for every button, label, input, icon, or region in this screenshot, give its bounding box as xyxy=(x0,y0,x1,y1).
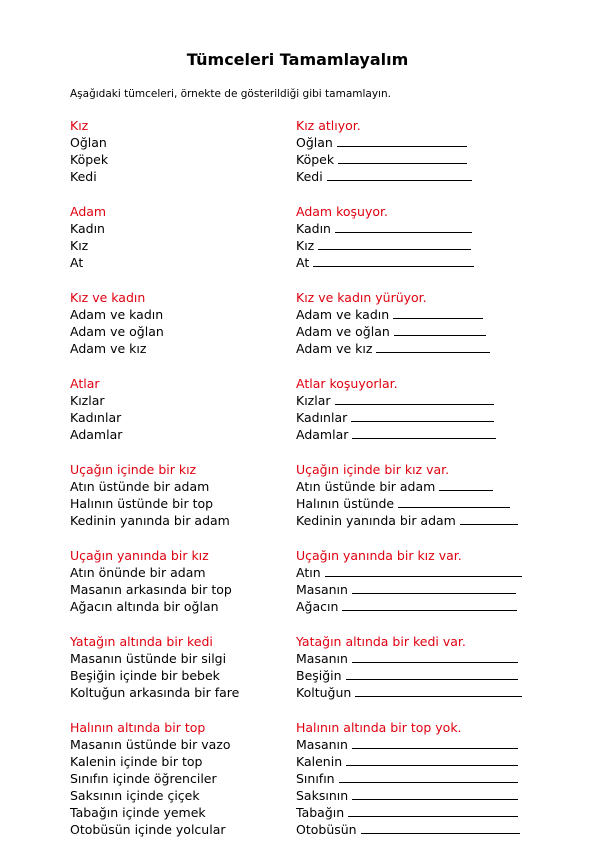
exercise-prompt: Masanın xyxy=(296,651,348,666)
example-line: Kız xyxy=(70,238,89,253)
example-line: Halının üstünde bir top xyxy=(70,496,214,511)
answer-blank[interactable] xyxy=(376,341,490,353)
example-line: Ağacın altında bir oğlan xyxy=(70,599,219,614)
example-heading: Adam xyxy=(70,204,107,219)
exercise-line xyxy=(296,392,522,409)
example-line: Adamlar xyxy=(70,427,123,442)
exercise-line xyxy=(296,684,522,701)
example-line: Oğlan xyxy=(70,135,107,150)
exercise-prompt: Halının üstünde xyxy=(296,496,395,511)
answer-blank[interactable] xyxy=(439,479,493,491)
exercise-prompt: Kadın xyxy=(296,221,331,236)
answer-blank[interactable] xyxy=(342,599,517,611)
exercise-line xyxy=(296,753,522,770)
answer-blank[interactable] xyxy=(313,255,474,267)
exercise-prompt: Adam ve oğlan xyxy=(296,324,390,339)
exercise-prompt: Kız atlıyor. xyxy=(296,118,361,133)
exercise-group xyxy=(296,547,522,615)
exercise-line xyxy=(296,168,522,185)
exercise-group xyxy=(296,117,522,185)
exercise-group xyxy=(296,461,522,529)
exercise-line xyxy=(296,340,522,357)
example-heading: Kız xyxy=(70,118,89,133)
exercise-heading xyxy=(296,117,522,134)
exercise-prompt: Kedi xyxy=(296,169,323,184)
exercise-line xyxy=(296,804,522,821)
exercise-column xyxy=(296,117,522,856)
answer-blank[interactable] xyxy=(327,169,472,181)
exercise-line xyxy=(296,787,522,804)
exercise-line xyxy=(296,667,522,684)
exercise-line xyxy=(296,770,522,787)
example-heading: Kız ve kadın xyxy=(70,290,146,305)
exercise-prompt: Yatağın altında bir kedi var. xyxy=(296,634,466,649)
answer-blank[interactable] xyxy=(460,513,518,525)
exercise-prompt: Halının altında bir top yok. xyxy=(296,720,462,735)
answer-blank[interactable] xyxy=(335,393,494,405)
example-line: Kadın xyxy=(70,221,105,236)
answer-blank[interactable] xyxy=(398,496,510,508)
answer-blank[interactable] xyxy=(352,582,516,594)
exercise-line xyxy=(296,581,522,598)
exercise-line xyxy=(296,409,522,426)
exercise-prompt: Kadınlar xyxy=(296,410,348,425)
exercise-prompt: Masanın xyxy=(296,582,348,597)
example-group xyxy=(70,547,239,615)
exercise-prompt: Kedinin yanında bir adam xyxy=(296,513,456,528)
example-line: Atın üstünde bir adam xyxy=(70,479,210,494)
exercise-prompt: Adam koşuyor. xyxy=(296,204,388,219)
example-line: Sınıfın içinde öğrenciler xyxy=(70,771,217,786)
exercise-prompt: Otobüsün xyxy=(296,822,357,837)
answer-blank[interactable] xyxy=(337,135,467,147)
example-line: Koltuğun arkasında bir fare xyxy=(70,685,240,700)
example-line: Masanın üstünde bir silgi xyxy=(70,651,227,666)
answer-blank[interactable] xyxy=(346,668,518,680)
example-heading: Uçağın yanında bir kız xyxy=(70,548,209,563)
answer-blank[interactable] xyxy=(348,805,518,817)
exercise-line xyxy=(296,478,522,495)
example-group xyxy=(70,719,239,838)
exercise-prompt: Kız ve kadın yürüyor. xyxy=(296,290,427,305)
example-line: Masanın arkasında bir top xyxy=(70,582,232,597)
answer-blank[interactable] xyxy=(338,152,467,164)
example-line: Adam ve kadın xyxy=(70,307,164,322)
example-group xyxy=(70,461,239,529)
answer-blank[interactable] xyxy=(351,410,494,422)
exercise-prompt: Adamlar xyxy=(296,427,349,442)
exercise-line xyxy=(296,134,522,151)
exercise-line xyxy=(296,512,522,529)
exercise-prompt: Kalenin xyxy=(296,754,343,769)
exercise-prompt: Beşiğin xyxy=(296,668,342,683)
example-line: Kedi xyxy=(70,169,97,184)
exercise-heading xyxy=(296,547,522,564)
answer-blank[interactable] xyxy=(335,221,472,233)
example-line: Kedinin yanında bir adam xyxy=(70,513,230,528)
exercise-prompt: Atlar koşuyorlar. xyxy=(296,376,398,391)
exercise-prompt: Uçağın yanında bir kız var. xyxy=(296,548,462,563)
answer-blank[interactable] xyxy=(394,324,486,336)
example-line: Köpek xyxy=(70,152,109,167)
example-line: Atın önünde bir adam xyxy=(70,565,206,580)
exercise-heading xyxy=(296,633,522,650)
instruction-text: Aşağıdaki tümceleri, örnekte de gösterildiği gibi tamamlayın. xyxy=(70,88,391,100)
page-title: Tümceleri Tamamlayalım xyxy=(186,50,409,69)
exercise-line xyxy=(296,736,522,753)
exercise-prompt: Koltuğun xyxy=(296,685,352,700)
example-group xyxy=(70,203,239,271)
exercise-heading xyxy=(296,461,522,478)
exercise-group xyxy=(296,375,522,443)
exercise-prompt: Tabağın xyxy=(296,805,345,820)
example-line: Tabağın içinde yemek xyxy=(70,805,206,820)
exercise-line xyxy=(296,323,522,340)
answer-blank[interactable] xyxy=(325,565,522,577)
answer-blank[interactable] xyxy=(318,238,471,250)
example-line: Kadınlar xyxy=(70,410,122,425)
example-group xyxy=(70,289,239,357)
example-group xyxy=(70,375,239,443)
exercise-prompt: Kız xyxy=(296,238,315,253)
exercise-prompt: Adam ve kadın xyxy=(296,307,390,322)
exercise-group xyxy=(296,289,522,357)
exercise-heading xyxy=(296,719,522,736)
exercise-group xyxy=(296,719,522,838)
example-line: Kalenin içinde bir top xyxy=(70,754,203,769)
example-heading: Yatağın altında bir kedi xyxy=(70,634,213,649)
exercise-prompt: Masanın xyxy=(296,737,348,752)
exercise-line xyxy=(296,598,522,615)
exercise-prompt: Uçağın içinde bir kız var. xyxy=(296,462,450,477)
exercise-line xyxy=(296,821,522,838)
exercise-prompt: At xyxy=(296,255,310,270)
example-line: Masanın üstünde bir vazo xyxy=(70,737,231,752)
example-column xyxy=(70,117,239,856)
example-heading: Halının altında bir top xyxy=(70,720,206,735)
answer-blank[interactable] xyxy=(352,427,496,439)
example-group xyxy=(70,633,239,701)
example-line: Adam ve oğlan xyxy=(70,324,164,339)
exercise-line xyxy=(296,237,522,254)
exercise-line xyxy=(296,306,522,323)
exercise-line xyxy=(296,495,522,512)
exercise-heading xyxy=(296,375,522,392)
answer-blank[interactable] xyxy=(352,737,518,749)
example-line: Otobüsün içinde yolcular xyxy=(70,822,226,837)
exercise-prompt: Ağacın xyxy=(296,599,339,614)
exercise-group xyxy=(296,203,522,271)
exercise-line xyxy=(296,650,522,667)
example-line: Adam ve kız xyxy=(70,341,147,356)
answer-blank[interactable] xyxy=(355,685,522,697)
exercise-prompt: Atın üstünde bir adam xyxy=(296,479,436,494)
example-line: Beşiğin içinde bir bebek xyxy=(70,668,220,683)
answer-blank[interactable] xyxy=(393,307,483,319)
exercise-prompt: Kızlar xyxy=(296,393,331,408)
example-heading: Uçağın içinde bir kız xyxy=(70,462,197,477)
example-group xyxy=(70,117,239,185)
example-line: Saksının içinde çiçek xyxy=(70,788,200,803)
exercise-line xyxy=(296,426,522,443)
exercise-prompt: Köpek xyxy=(296,152,335,167)
exercise-line xyxy=(296,151,522,168)
exercise-heading xyxy=(296,203,522,220)
answer-blank[interactable] xyxy=(352,788,518,800)
exercise-line xyxy=(296,254,522,271)
example-line: At xyxy=(70,255,84,270)
example-heading: Atlar xyxy=(70,376,100,391)
exercise-prompt: Sınıfın xyxy=(296,771,335,786)
exercise-prompt: Adam ve kız xyxy=(296,341,373,356)
exercise-line xyxy=(296,220,522,237)
exercise-prompt: Atın xyxy=(296,565,321,580)
answer-blank[interactable] xyxy=(352,651,518,663)
answer-blank[interactable] xyxy=(339,771,518,783)
answer-blank[interactable] xyxy=(346,754,518,766)
exercise-line xyxy=(296,564,522,581)
exercise-prompt: Oğlan xyxy=(296,135,333,150)
example-line: Kızlar xyxy=(70,393,105,408)
exercise-heading xyxy=(296,289,522,306)
exercise-group xyxy=(296,633,522,701)
exercise-prompt: Saksının xyxy=(296,788,349,803)
answer-blank[interactable] xyxy=(361,822,520,834)
